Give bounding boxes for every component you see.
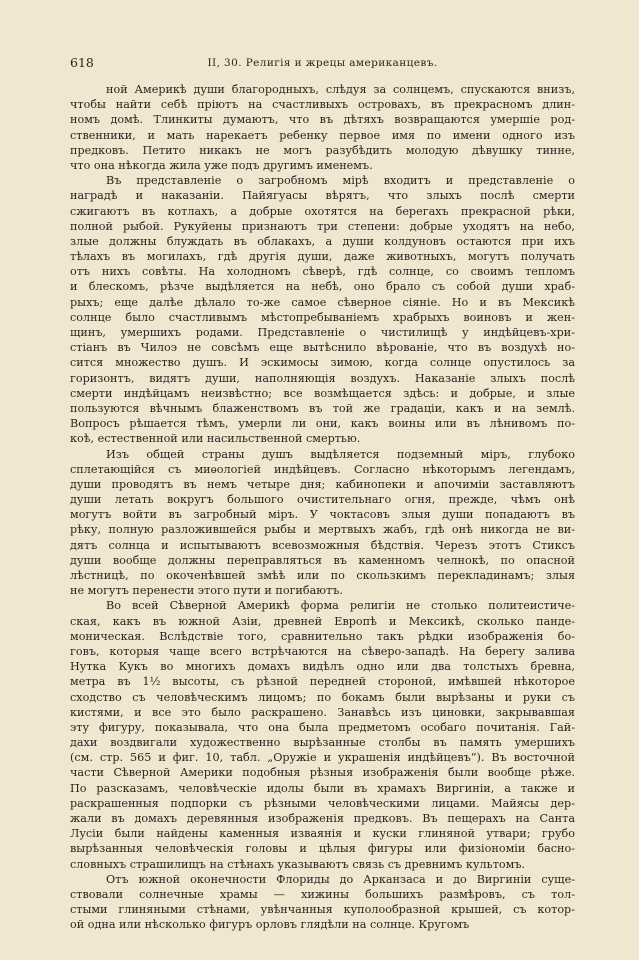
text-line: души вообще должны переправляться въ каменномъ челнокѣ, по опасной — [70, 553, 575, 567]
text-line: души проводятъ въ немъ четыре дня; кабинопеки и апочиміи заставляютъ — [70, 477, 575, 491]
text-line: Вопросъ рѣшается тѣмъ, умерли ли они, какъ воины или въ лѣнивомъ по- — [70, 417, 575, 431]
text-line: Изъ общей страны душъ выдѣляется подземный міръ, глубоко — [106, 447, 575, 461]
text-line: и блескомъ, рѣзче выдѣляется на небѣ, оно брало съ собой души храб- — [70, 280, 575, 294]
page-body — [70, 82, 575, 933]
text-line: злые должны блуждать въ облакахъ, а души колдуновъ остаются при ихъ — [70, 234, 575, 248]
text-line: дахи воздвигали художественно вырѣзанные столбы въ память умершихъ — [70, 736, 575, 750]
page-number: 618 — [70, 55, 94, 70]
text-line: (см. стр. 565 и фиг. 10, табл. „Оружіе и украшенія индѣйцевъ“). Въ восточной — [70, 751, 575, 765]
text-line: щинъ, умершихъ родами. Представленіе о чистилищѣ у индѣйцевъ-хри- — [70, 326, 575, 339]
text-line: отъ нихъ совѣты. На холодномъ сѣверѣ, гдѣ солнце, со своимъ тепломъ — [70, 265, 575, 279]
text-line: говъ, которыя чаще всего встрѣчаются на сѣверо-западѣ. На берегу залива — [70, 644, 575, 658]
text-line: жали въ домахъ деревянныя изображенія предковъ. Въ пещерахъ на Санта — [70, 812, 575, 825]
text-line: ственники, и мать нарекаетъ ребенку первое имя по имени одного изъ — [70, 128, 575, 142]
text-line: рыхъ; еще далѣе дѣлало то-же самое сѣверное сіяніе. Но и въ Мексикѣ — [70, 295, 575, 309]
text-line: смерти индѣйцамъ неизвѣстно; все возмѣщается здѣсь: и добрые, и злые — [70, 386, 575, 400]
text-line: моническая. Вслѣдствіе того, сравнительно такъ рѣдки изображенія бо- — [70, 629, 575, 643]
text-line: части Сѣверной Америки подобныя рѣзныя изображенія были вообще рѣже. — [70, 766, 575, 780]
text-line: пользуются вѣчнымъ блаженствомъ въ той же градаціи, какъ и на землѣ. — [70, 401, 575, 415]
text-line: ной Америкѣ души благородныхъ, слѣдуя за солнцемъ, спускаются внизъ, — [106, 83, 575, 96]
text-line: сится множество душъ. И эскимосы зимою, когда солнце опустилось за — [70, 356, 575, 370]
text-line: не могутъ перенести этого пути и погибаютъ. — [70, 584, 343, 598]
text-line: солнце было счастливымъ мѣстопребываніемъ храбрыхъ воиновъ и жен- — [70, 310, 575, 324]
text-line: лѣстницѣ, по окоченѣвшей змѣѣ или по скользкимъ перекладинамъ; злыя — [70, 569, 575, 582]
text-line: кистями, и все это было раскрашено. Занавѣсь изъ циновки, закрывавшая — [70, 705, 575, 719]
text-line: сжигаютъ въ котлахъ, а добрые охотятся на берегахъ прекрасной рѣки, — [70, 204, 575, 218]
text-line: полной рыбой. Рукуйены признаютъ три степени: добрые уходятъ на небо, — [70, 219, 575, 233]
text-line: что она нѣкогда жила уже подъ другимъ именемъ. — [70, 158, 373, 172]
text-line: тѣлахъ въ могилахъ, гдѣ другія души, даже животныхъ, могутъ получать — [70, 250, 575, 264]
text-line: сходство съ человѣческимъ лицомъ; по бокамъ были вырѣзаны и руки съ — [70, 690, 575, 704]
text-line: раскрашенныя подпорки съ рѣзными человѣческими лицами. Майясы дер- — [70, 796, 575, 810]
text-line: наградѣ и наказаніи. Пайягуасы вѣрятъ, что злыхъ послѣ смерти — [70, 189, 575, 203]
running-head: II, 30. Религія и жрецы американцевъ. — [207, 57, 438, 69]
text-line: горизонтъ, видятъ души, наполняющія воздухъ. Наказаніе злыхъ послѣ — [70, 371, 575, 385]
text-line: сплетающійся съ миѳологіей индѣйцевъ. Согласно нѣкоторымъ легендамъ, — [70, 462, 575, 476]
text-line: ой одна или нѣсколько фигуръ орловъ глядѣли на солнце. Кругомъ — [70, 918, 470, 932]
text-line: словныхъ страшилищъ на стѣнахъ указываютъ связь съ древнимъ культомъ. — [70, 857, 525, 871]
text-line: чтобы найти себѣ пріютъ на счастливыхъ островахъ, въ прекрасномъ длин- — [70, 98, 575, 112]
text-line: вырѣзанныя человѣческія головы и цѣлыя фигуры или физіономіи басно- — [70, 842, 575, 856]
text-line: предковъ. Петито никакъ не могъ разубѣдить молодую дѣвушку тинне, — [70, 143, 575, 157]
text-line: Лусіи были найдены каменныя изваянія и куски глиняной утвари; грубо — [70, 827, 575, 841]
text-line: номъ домѣ. Тлинкиты думаютъ, что въ дѣтяхъ возвращаются умершіе род- — [70, 113, 575, 127]
text-line: По разсказамъ, человѣческіе идолы были въ храмахъ Виргиніи, а также и — [70, 781, 575, 795]
text-line: Нутка Кукъ во многихъ домахъ видѣлъ одно или два толстыхъ бревна, — [70, 660, 575, 674]
text-line: души летать вокругъ большого очистительнаго огня, прежде, чѣмъ онѣ — [70, 493, 575, 507]
text-line: Въ представленіе о загробномъ мірѣ входитъ и представленіе о — [106, 174, 575, 188]
page-header — [70, 54, 575, 72]
text-line: Во всей Сѣверной Америкѣ форма религіи не столько политеистиче- — [106, 599, 575, 613]
text-line: метра въ 1½ высоты, съ рѣзной передней стороной, имѣвшей нѣкоторое — [70, 675, 575, 689]
text-line: ская, какъ въ южной Азіи, древней Европѣ и Мексикѣ, сколько панде- — [70, 614, 575, 628]
text-line: Отъ южной оконечности Флориды до Арканзаса и до Виргиніи суще- — [106, 872, 575, 886]
text-line: ствовали солнечные храмы — хижины большихъ размѣровъ, съ тол- — [70, 887, 575, 901]
text-line: коѣ, естественной или насильственной смертью. — [70, 432, 361, 446]
text-line: эту фигуру, показывала, что она была предметомъ особаго почитанія. Гай- — [70, 720, 575, 734]
text-line: стыми глиняными стѣнами, увѣнчанныя куполообразной крышей, съ котор- — [70, 903, 575, 917]
text-line: дятъ солнца и испытываютъ всевозможныя бѣдствія. Черезъ этотъ Стиксъ — [70, 538, 575, 552]
text-line: могутъ войти въ загробный міръ. У чоктасовъ злыя души попадаютъ въ — [70, 508, 575, 522]
text-line: стіанъ въ Чилоэ не совсѣмъ еще вытѣснило вѣрованіе, что въ воздухѣ но- — [70, 341, 575, 355]
text-line: рѣку, полную разложившейся рыбы и мертвыхъ жабъ, гдѣ онѣ никогда не ви- — [70, 523, 575, 537]
